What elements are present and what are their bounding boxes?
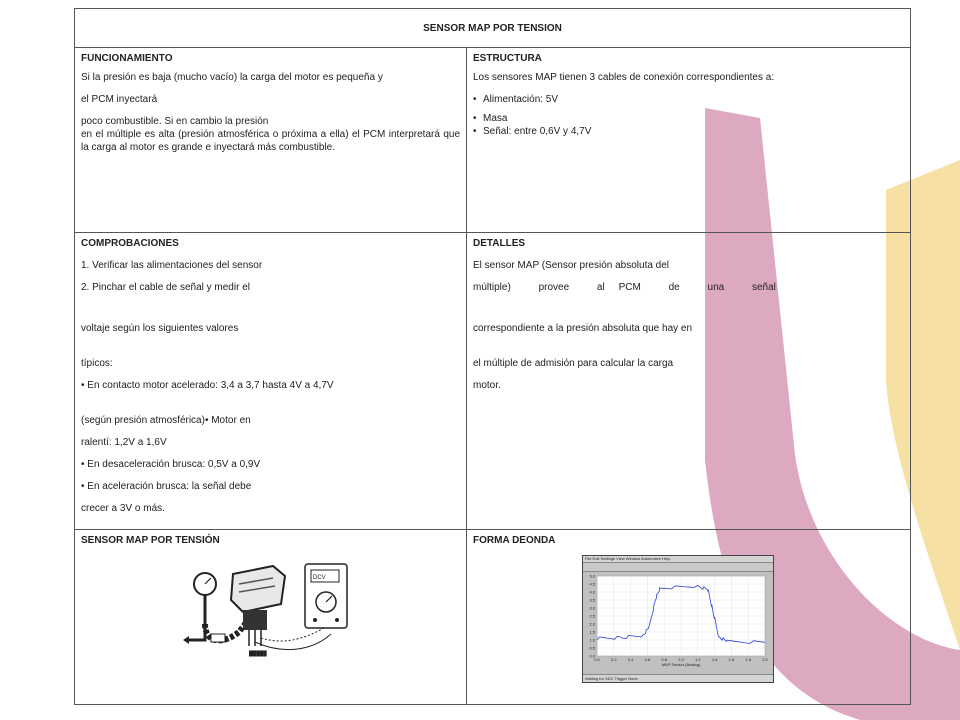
y-tick-label: 4.0 — [589, 589, 595, 595]
estructura-item: • Alimentación: 5V — [473, 93, 904, 106]
comprobaciones-line: • En desaceleración brusca: 0,5V a 0,9V — [81, 459, 261, 470]
estructura-item: • Masa — [473, 112, 904, 125]
forma-onda-heading: FORMA DEONDA — [473, 535, 556, 546]
x-axis-label: MAP Sensor (Analog) — [661, 662, 701, 667]
funcionamiento-line-2: el PCM inyectará — [81, 94, 158, 105]
estructura-heading: ESTRUCTURA — [473, 53, 542, 64]
comprobaciones-line: • En contacto motor acelerado: 3,4 a 3,7 hasta 4V a 4,7V — [81, 380, 334, 391]
document-title: SENSOR MAP POR TENSION — [75, 9, 911, 48]
estructura-intro: Los sensores MAP tienen 3 cables de conexión correspondientes a: — [473, 72, 775, 83]
funcionamiento-line-1: Si la presión es baja (mucho vacío) la carga del motor es pequeña y — [81, 72, 383, 83]
oscilloscope-toolbar — [583, 563, 773, 572]
y-tick-label: 3.0 — [589, 605, 595, 611]
comprobaciones-line: • En aceleración brusca: la señal debe — [81, 481, 252, 492]
y-tick-label: 3.5 — [589, 597, 595, 603]
sensor-tension-heading: SENSOR MAP POR TENSIÓN — [81, 535, 220, 546]
x-tick-label: 0.2 — [611, 657, 617, 662]
y-tick-label: 5.0 — [589, 573, 595, 579]
funcionamiento-cell — [75, 48, 467, 233]
x-tick-label: 1.4 — [711, 657, 718, 662]
detalles-heading: DETALLES — [473, 238, 526, 249]
comprobaciones-line: típicos: — [81, 358, 113, 369]
detalles-line: el múltiple de admisión para calcular la carga — [473, 358, 674, 369]
oscilloscope-status-bar: Waiting for SDC Trigger None — [583, 674, 773, 682]
y-tick-label: 1.0 — [589, 637, 595, 643]
x-tick-label: 2.0 — [762, 657, 768, 662]
forma-onda-cell — [467, 530, 911, 705]
waveform-chart — [583, 572, 773, 672]
detalles-line: motor. — [473, 380, 501, 391]
x-tick-label: 0.6 — [644, 657, 651, 662]
comprobaciones-cell — [75, 233, 467, 530]
x-tick-label: 0.0 — [594, 657, 600, 662]
multimeter-label: DCV — [313, 575, 326, 581]
detalles-cell — [467, 233, 911, 530]
comprobaciones-line: crecer a 3V o más. — [81, 503, 165, 514]
sensor-tension-cell — [75, 530, 467, 705]
estructura-item: • Señal: entre 0,6V y 4,7V — [473, 125, 904, 138]
funcionamiento-paragraph: en el múltiple es alta (presión atmosférica o próxima a ella) el PCM interpretará que la carga al motor es grande e inyectará más combustible. — [81, 129, 460, 153]
oscilloscope-window — [582, 555, 774, 683]
detalles-line: correspondiente a la presión absoluta que hay en — [473, 323, 693, 334]
x-tick-label: 1.0 — [678, 657, 684, 662]
sensor-wiring-illustration — [181, 554, 351, 659]
svg-text:█████: █████ — [249, 651, 267, 657]
detalles-line: múltiple) provee al PCM de una señal — [473, 282, 776, 293]
document-table — [74, 8, 911, 705]
x-tick-label: 1.6 — [728, 657, 735, 662]
y-tick-label: 4.5 — [589, 581, 595, 587]
comprobaciones-heading: COMPROBACIONES — [81, 238, 179, 249]
comprobaciones-line: ralentí: 1,2V a 1,6V — [81, 437, 167, 448]
funcionamiento-heading: FUNCIONAMIENTO — [81, 53, 173, 64]
y-tick-label: 2.5 — [589, 613, 595, 619]
x-tick-label: 0.4 — [627, 657, 634, 662]
y-tick-label: 0.5 — [589, 645, 595, 651]
y-tick-label: 0.0 — [589, 653, 595, 659]
oscilloscope-menu-bar: File Edit Settings View Window Automotive Help — [583, 556, 773, 563]
comprobaciones-line: voltaje según los siguientes valores — [81, 323, 239, 334]
x-tick-label: 0.8 — [661, 657, 667, 662]
x-tick-label: 1.8 — [745, 657, 751, 662]
detalles-line: El sensor MAP (Sensor presión absoluta del — [473, 260, 670, 271]
y-tick-label: 1.5 — [589, 629, 595, 635]
comprobaciones-line: 2. Pinchar el cable de señal y medir el — [81, 282, 250, 293]
comprobaciones-line: 1. Verificar las alimentaciones del sensor — [81, 260, 263, 271]
x-tick-label: 1.2 — [695, 657, 701, 662]
y-tick-label: 2.0 — [589, 621, 595, 627]
funcionamiento-line-3: poco combustible. Si en cambio la presión — [81, 116, 269, 127]
estructura-cell — [467, 48, 911, 233]
comprobaciones-line: (según presión atmosférica)• Motor en — [81, 415, 251, 426]
